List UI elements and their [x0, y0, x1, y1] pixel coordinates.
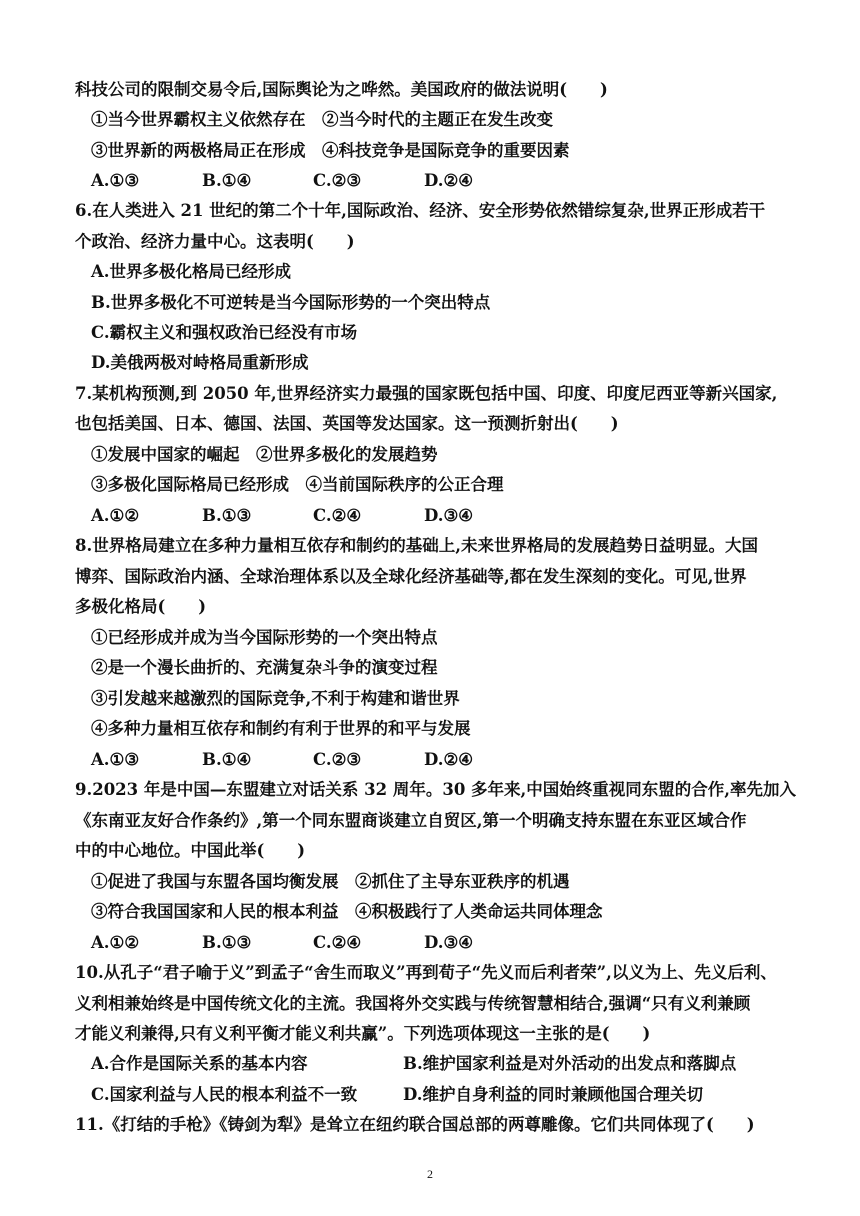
q6-stem-2: 个政治、经济力量中心。这表明( ) [75, 232, 355, 251]
q9-statement-2: ③符合我国国家和人民的根本利益 ④积极践行了人类命运共同体理念 [91, 902, 603, 921]
q9-stem-2: 《东南亚友好合作条约》,第一个同东盟商谈建立自贸区,第一个明确支持东盟在东亚区域合作 [75, 811, 747, 830]
q8-stem-2: 博弈、国际政治内涵、全球治理体系以及全球化经济基础等,都在发生深刻的变化。可见,世界 [75, 567, 747, 586]
q7-option-c: C.②④ [313, 506, 362, 525]
q9-option-d: D.③④ [424, 933, 474, 952]
q7-option-a: A.①② [91, 506, 140, 525]
q5-options [91, 170, 535, 192]
page-number: 2 [427, 1167, 433, 1181]
q7-option-b: B.①③ [202, 506, 252, 525]
q5-stem-tail: 科技公司的限制交易令后,国际舆论为之哗然。美国政府的做法说明( ) [75, 80, 608, 99]
q9-statement-1: ①促进了我国与东盟各国均衡发展 ②抓住了主导东亚秩序的机遇 [91, 872, 570, 891]
q6-option-c: C.霸权主义和强权政治已经没有市场 [91, 323, 358, 342]
q9-option-b: B.①③ [202, 933, 252, 952]
q8-option-b: B.①④ [202, 750, 252, 769]
q7-statement-1: ①发展中国家的崛起 ②世界多极化的发展趋势 [91, 445, 438, 464]
q9-option-c: C.②④ [313, 933, 362, 952]
q8-option-c: C.②③ [313, 750, 362, 769]
q6-stem-1: 6.在人类进入 21 世纪的第二个十年,国际政治、经济、安全形势依然错综复杂,世界正形成若干 [75, 201, 766, 220]
q8-option-d: D.②④ [424, 750, 474, 769]
q7-statement-2: ③多极化国际格局已经形成 ④当前国际秩序的公正合理 [91, 475, 504, 494]
q7-stem-2: 也包括美国、日本、德国、法国、英国等发达国家。这一预测折射出( ) [75, 414, 619, 433]
q5-option-b: B.①④ [202, 171, 252, 190]
q11-stem-1: 11.《打结的手枪》《铸剑为犁》是耸立在纽约联合国总部的两尊雕像。它们共同体现了( ) [75, 1115, 755, 1134]
q10-options-row-1 [91, 1053, 736, 1075]
q8-statement-4: ④多种力量相互依存和制约有利于世界的和平与发展 [91, 719, 471, 738]
q8-statement-1: ①已经形成并成为当今国际形势的一个突出特点 [91, 628, 438, 647]
q8-stem-3: 多极化格局( ) [75, 597, 207, 616]
q10-option-a: A.合作是国际关系的基本内容 [91, 1054, 308, 1073]
q8-statement-3: ③引发越来越激烈的国际竞争,不利于构建和谐世界 [91, 689, 460, 708]
q8-stem-1: 8.世界格局建立在多种力量相互依存和制约的基础上,未来世界格局的发展趋势日益明显。大国 [75, 536, 758, 555]
q5-statement-2: ③世界新的两极格局正在形成 ④科技竞争是国际竞争的重要因素 [91, 141, 570, 160]
q10-stem-2: 义利相兼始终是中国传统文化的主流。我国将外交实践与传统智慧相结合,强调“只有义利兼顾 [75, 994, 751, 1013]
q10-options-row-2 [91, 1084, 703, 1106]
q7-stem-1: 7.某机构预测,到 2050 年,世界经济实力最强的国家既包括中国、印度、印度尼西亚等新兴国家, [75, 384, 778, 403]
q5-option-c: C.②③ [313, 171, 362, 190]
q5-statement-1: ①当今世界霸权主义依然存在 ②当今时代的主题正在发生改变 [91, 110, 553, 129]
q6-option-b: B.世界多极化不可逆转是当今国际形势的一个突出特点 [91, 293, 491, 312]
q5-option-a: A.①③ [91, 171, 140, 190]
q10-option-c: C.国家利益与人民的根本利益不一致 [91, 1085, 358, 1104]
q9-stem-1: 9.2023 年是中国—东盟建立对话关系 32 周年。30 多年来,中国始终重视同东盟的合作,率先加入 [75, 780, 797, 799]
q5-option-d: D.②④ [424, 171, 474, 190]
q6-option-d: D.美俄两极对峙格局重新形成 [91, 353, 309, 372]
q10-option-b: B.维护国家利益是对外活动的出发点和落脚点 [403, 1054, 737, 1073]
q9-options [91, 932, 535, 954]
q10-stem-1: 10.从孔子“君子喻于义”到孟子“舍生而取义”再到荀子“先义而后利者荣”,以义为上、先义后利、 [75, 963, 777, 982]
q7-option-d: D.③④ [424, 506, 474, 525]
q10-option-d: D.维护自身利益的同时兼顾他国合理关切 [403, 1085, 703, 1104]
q8-statement-2: ②是一个漫长曲折的、充满复杂斗争的演变过程 [91, 658, 438, 677]
q10-stem-3: 才能义利兼得,只有义利平衡才能义利共赢”。下列选项体现这一主张的是( ) [75, 1024, 651, 1043]
q7-options [91, 505, 535, 527]
q6-option-a: A.世界多极化格局已经形成 [91, 262, 292, 281]
q8-options [91, 749, 535, 771]
q9-option-a: A.①② [91, 933, 140, 952]
q9-stem-3: 中的中心地位。中国此举( ) [75, 841, 306, 860]
q8-option-a: A.①③ [91, 750, 140, 769]
